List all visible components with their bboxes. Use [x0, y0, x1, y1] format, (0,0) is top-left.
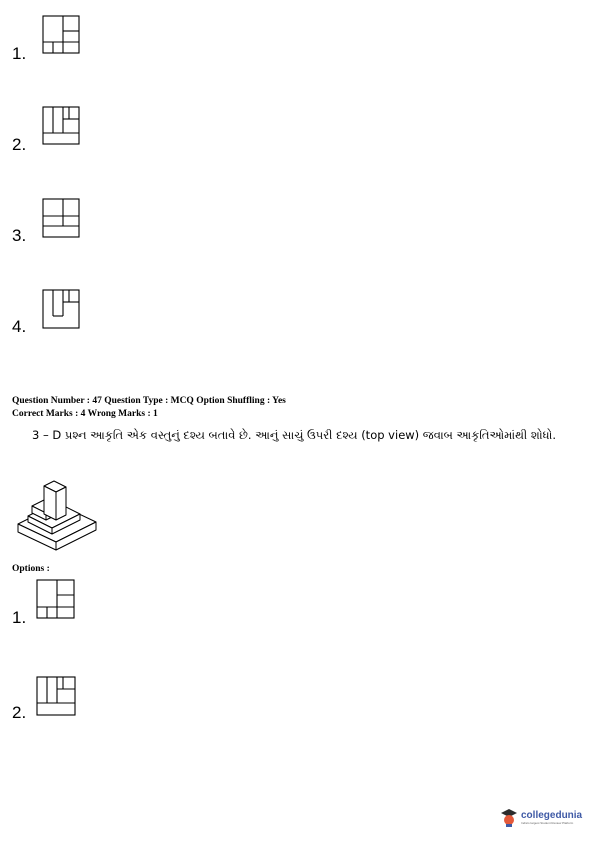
option-2-number: 2.: [12, 703, 27, 722]
top-view-option-2-icon: [42, 106, 82, 146]
prev-option-4-figure: [42, 289, 82, 331]
collegedunia-logo: [500, 808, 582, 828]
prev-option-1-figure: [42, 15, 82, 55]
top-view-option-4-icon: [42, 289, 82, 331]
top-view-option-1-icon: [36, 579, 76, 621]
prev-option-3-figure: [42, 198, 82, 240]
logo-name: collegedunia: [521, 810, 583, 821]
top-view-option-1-icon: [42, 15, 82, 55]
question-text: 3 – D પ્રશ્ન આકૃતિ એક વસ્તુનું દશ્ય બતાવે છે. આનું સાચું ઉપરી દશ્ય (top view) જવાબ આકૃતિઓમાંથી શોધો.: [32, 428, 557, 442]
question-meta-line-2: Correct Marks : 4 Wrong Marks : 1: [12, 409, 158, 419]
prev-option-2-figure: [42, 106, 82, 146]
graduate-cap-icon: [500, 808, 518, 828]
prev-option-3-number: 3.: [12, 226, 27, 245]
prev-option-1-number: 1.: [12, 44, 27, 63]
options-label: Options :: [12, 564, 50, 574]
question-figure: [14, 476, 98, 552]
logo-tagline: India's largest Student Review Platform: [521, 821, 574, 825]
option-1-number: 1.: [12, 608, 27, 627]
top-view-option-2-icon: [36, 676, 78, 718]
option-1-figure[interactable]: [36, 579, 76, 621]
prev-option-4-number: 4.: [12, 317, 27, 336]
prev-option-2-number: 2.: [12, 135, 27, 154]
3d-object-isometric-icon: [14, 476, 98, 552]
question-meta-line-1: Question Number : 47 Question Type : MCQ Option Shuffling : Yes: [12, 396, 286, 406]
top-view-option-3-icon: [42, 198, 82, 240]
option-2-figure[interactable]: [36, 676, 78, 718]
